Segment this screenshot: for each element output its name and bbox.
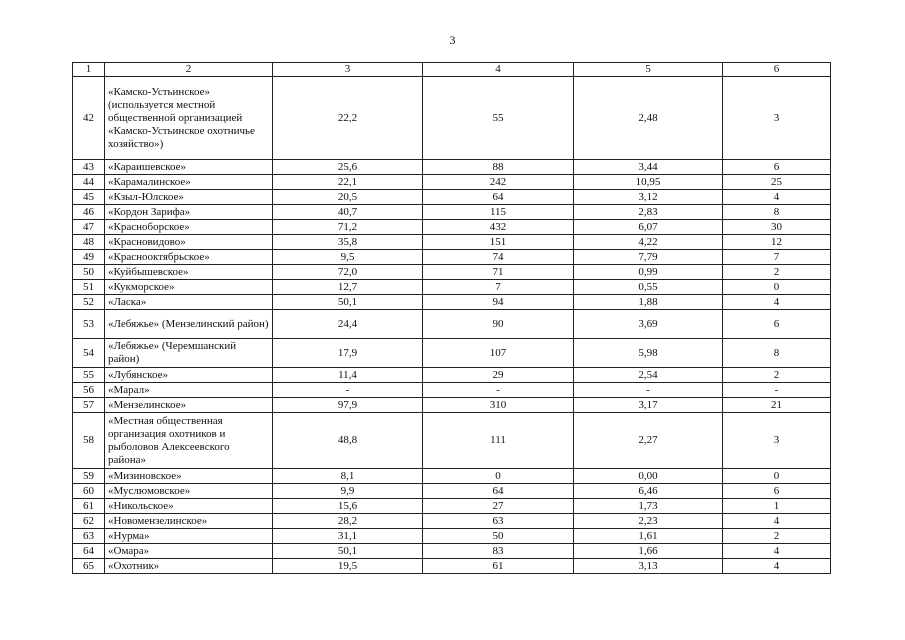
row-number: 58 <box>73 413 105 469</box>
density-value: 0,99 <box>574 265 723 280</box>
count-value: 151 <box>423 235 574 250</box>
table-row <box>73 190 831 205</box>
hunting-ground-name: «Караишевское» <box>105 160 273 175</box>
count-value: 90 <box>423 310 574 339</box>
header-cell-5: 5 <box>574 63 723 77</box>
header-cell-4: 4 <box>423 63 574 77</box>
table-row <box>73 383 831 398</box>
row-number: 46 <box>73 205 105 220</box>
count-value: 94 <box>423 295 574 310</box>
count-value: 115 <box>423 205 574 220</box>
count-value: 29 <box>423 368 574 383</box>
area-value: 24,4 <box>273 310 423 339</box>
density-value: 2,54 <box>574 368 723 383</box>
density-value: 3,44 <box>574 160 723 175</box>
row-number: 49 <box>73 250 105 265</box>
quota-value: 6 <box>723 160 831 175</box>
table-row <box>73 250 831 265</box>
row-number: 53 <box>73 310 105 339</box>
header-cell-6: 6 <box>723 63 831 77</box>
hunting-ground-name: «Никольское» <box>105 499 273 514</box>
area-value: 71,2 <box>273 220 423 235</box>
density-value: 7,79 <box>574 250 723 265</box>
row-number: 47 <box>73 220 105 235</box>
density-value: 2,83 <box>574 205 723 220</box>
quota-value: 8 <box>723 205 831 220</box>
table-row <box>73 295 831 310</box>
area-value: 50,1 <box>273 544 423 559</box>
count-value: 27 <box>423 499 574 514</box>
area-value: 28,2 <box>273 514 423 529</box>
quota-value: 3 <box>723 77 831 160</box>
table-row <box>73 499 831 514</box>
row-number: 43 <box>73 160 105 175</box>
hunting-ground-name: «Омара» <box>105 544 273 559</box>
hunting-ground-name: «Кукморское» <box>105 280 273 295</box>
area-value: 72,0 <box>273 265 423 280</box>
quota-value: 2 <box>723 529 831 544</box>
area-value: 15,6 <box>273 499 423 514</box>
hunting-ground-name: «Мензелинское» <box>105 398 273 413</box>
header-cell-3: 3 <box>273 63 423 77</box>
area-value: 97,9 <box>273 398 423 413</box>
table-row <box>73 413 831 469</box>
quota-value: 6 <box>723 310 831 339</box>
header-cell-1: 1 <box>73 63 105 77</box>
table-row <box>73 160 831 175</box>
hunting-ground-name: «Охотник» <box>105 559 273 574</box>
area-value: 17,9 <box>273 339 423 368</box>
table-row <box>73 77 831 160</box>
hunting-ground-name: «Мизиновское» <box>105 469 273 484</box>
density-value: 6,46 <box>574 484 723 499</box>
table-row <box>73 310 831 339</box>
quota-value: 4 <box>723 559 831 574</box>
area-value: 22,1 <box>273 175 423 190</box>
area-value: 8,1 <box>273 469 423 484</box>
row-number: 61 <box>73 499 105 514</box>
row-number: 52 <box>73 295 105 310</box>
area-value: 25,6 <box>273 160 423 175</box>
density-value: 2,27 <box>574 413 723 469</box>
table-row <box>73 235 831 250</box>
table-body <box>73 63 831 574</box>
density-value: 2,48 <box>574 77 723 160</box>
area-value: 50,1 <box>273 295 423 310</box>
density-value: 1,61 <box>574 529 723 544</box>
area-value: - <box>273 383 423 398</box>
density-value: 1,66 <box>574 544 723 559</box>
area-value: 31,1 <box>273 529 423 544</box>
density-value: 5,98 <box>574 339 723 368</box>
hunting-ground-name: «Лебяжье» (Черемшанский район) <box>105 339 273 368</box>
row-number: 44 <box>73 175 105 190</box>
density-value: 0,00 <box>574 469 723 484</box>
table-row <box>73 280 831 295</box>
row-number: 63 <box>73 529 105 544</box>
density-value: - <box>574 383 723 398</box>
table-header-row <box>73 63 831 77</box>
count-value: 310 <box>423 398 574 413</box>
hunting-ground-name: «Куйбышевское» <box>105 265 273 280</box>
count-value: 107 <box>423 339 574 368</box>
row-number: 50 <box>73 265 105 280</box>
hunting-ground-name: «Муслюмовское» <box>105 484 273 499</box>
row-number: 48 <box>73 235 105 250</box>
density-value: 3,69 <box>574 310 723 339</box>
quota-value: 30 <box>723 220 831 235</box>
quota-value: 2 <box>723 265 831 280</box>
hunting-ground-name: «Красновидово» <box>105 235 273 250</box>
quota-value: 4 <box>723 295 831 310</box>
count-value: 50 <box>423 529 574 544</box>
row-number: 62 <box>73 514 105 529</box>
hunting-ground-name: «Камско-Устьинское» (используется местной общественной организацией «Камско-Устьинское охотничье хозяйство») <box>105 77 273 160</box>
hunting-ground-name: «Нурма» <box>105 529 273 544</box>
count-value: 242 <box>423 175 574 190</box>
page-number: 3 <box>449 33 456 47</box>
area-value: 20,5 <box>273 190 423 205</box>
density-value: 3,13 <box>574 559 723 574</box>
quota-value: 3 <box>723 413 831 469</box>
quota-value: 12 <box>723 235 831 250</box>
hunting-ground-name: «Лубянское» <box>105 368 273 383</box>
hunting-ground-name: «Лебяжье» (Мензелинский район) <box>105 310 273 339</box>
quota-value: 4 <box>723 190 831 205</box>
hunting-ground-name: «Карамалинское» <box>105 175 273 190</box>
count-value: 55 <box>423 77 574 160</box>
table-row <box>73 398 831 413</box>
area-value: 12,7 <box>273 280 423 295</box>
row-number: 51 <box>73 280 105 295</box>
quota-value: 4 <box>723 514 831 529</box>
density-value: 6,07 <box>574 220 723 235</box>
table-row <box>73 339 831 368</box>
count-value: 111 <box>423 413 574 469</box>
row-number: 57 <box>73 398 105 413</box>
count-value: 64 <box>423 484 574 499</box>
table-row <box>73 469 831 484</box>
row-number: 65 <box>73 559 105 574</box>
count-value: 7 <box>423 280 574 295</box>
table-row <box>73 514 831 529</box>
table-row <box>73 368 831 383</box>
density-value: 4,22 <box>574 235 723 250</box>
hunting-ground-name: «Кордон Зарифа» <box>105 205 273 220</box>
quota-value: - <box>723 383 831 398</box>
quota-value: 2 <box>723 368 831 383</box>
table-row <box>73 265 831 280</box>
quota-value: 8 <box>723 339 831 368</box>
hunting-ground-name: «Марал» <box>105 383 273 398</box>
count-value: - <box>423 383 574 398</box>
density-value: 0,55 <box>574 280 723 295</box>
row-number: 60 <box>73 484 105 499</box>
density-value: 2,23 <box>574 514 723 529</box>
table-row <box>73 175 831 190</box>
quota-value: 6 <box>723 484 831 499</box>
quota-value: 25 <box>723 175 831 190</box>
count-value: 71 <box>423 265 574 280</box>
area-value: 19,5 <box>273 559 423 574</box>
row-number: 42 <box>73 77 105 160</box>
table-row <box>73 529 831 544</box>
hunting-ground-name: «Местная общественная организация охотников и рыболовов Алексеевского района» <box>105 413 273 469</box>
quota-value: 0 <box>723 280 831 295</box>
area-value: 35,8 <box>273 235 423 250</box>
count-value: 88 <box>423 160 574 175</box>
quota-value: 7 <box>723 250 831 265</box>
quota-value: 0 <box>723 469 831 484</box>
area-value: 48,8 <box>273 413 423 469</box>
table-row <box>73 559 831 574</box>
row-number: 54 <box>73 339 105 368</box>
hunting-ground-name: «Краснооктябрьское» <box>105 250 273 265</box>
row-number: 56 <box>73 383 105 398</box>
row-number: 45 <box>73 190 105 205</box>
table-row <box>73 544 831 559</box>
row-number: 55 <box>73 368 105 383</box>
hunting-ground-name: «Кзыл-Юлское» <box>105 190 273 205</box>
count-value: 63 <box>423 514 574 529</box>
density-value: 10,95 <box>574 175 723 190</box>
header-cell-2: 2 <box>105 63 273 77</box>
hunting-ground-name: «Новомензелинское» <box>105 514 273 529</box>
count-value: 61 <box>423 559 574 574</box>
area-value: 9,9 <box>273 484 423 499</box>
table-row <box>73 484 831 499</box>
data-table <box>72 62 831 574</box>
hunting-ground-name: «Красноборское» <box>105 220 273 235</box>
row-number: 59 <box>73 469 105 484</box>
area-value: 9,5 <box>273 250 423 265</box>
count-value: 83 <box>423 544 574 559</box>
quota-value: 4 <box>723 544 831 559</box>
density-value: 3,17 <box>574 398 723 413</box>
row-number: 64 <box>73 544 105 559</box>
density-value: 1,88 <box>574 295 723 310</box>
density-value: 3,12 <box>574 190 723 205</box>
count-value: 64 <box>423 190 574 205</box>
quota-value: 1 <box>723 499 831 514</box>
quota-value: 21 <box>723 398 831 413</box>
count-value: 432 <box>423 220 574 235</box>
density-value: 1,73 <box>574 499 723 514</box>
count-value: 0 <box>423 469 574 484</box>
table-row <box>73 220 831 235</box>
area-value: 40,7 <box>273 205 423 220</box>
table-row <box>73 205 831 220</box>
area-value: 22,2 <box>273 77 423 160</box>
count-value: 74 <box>423 250 574 265</box>
area-value: 11,4 <box>273 368 423 383</box>
hunting-ground-name: «Ласка» <box>105 295 273 310</box>
